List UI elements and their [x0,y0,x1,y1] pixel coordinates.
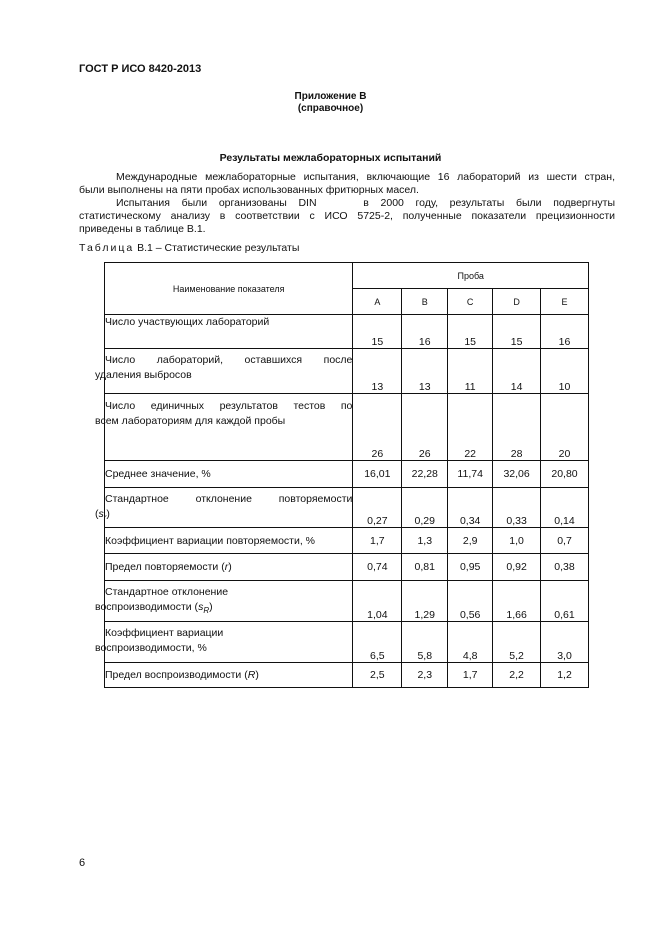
row-label-line: Стандартное отклонение [105,586,229,598]
header-sample-b: B [402,289,448,315]
row-label-part: Предел воспроизводимости ( [105,669,248,681]
cell-value: 26 [353,394,402,461]
row-label [95,581,353,622]
paragraph-1 [79,171,615,197]
row-label-line: Коэффициент вариации [105,627,224,639]
table-row [105,528,589,554]
cell-value: 13 [353,349,402,394]
cell-value: 20,80 [541,461,589,488]
cell-value: 28 [493,394,541,461]
statistics-table [95,262,589,688]
row-label: Среднее значение, % [105,461,353,488]
cell-value: 1,04 [353,581,402,622]
header-sample-a: A [353,289,402,315]
table-row [105,581,589,622]
appendix-title: Приложение В [294,91,367,102]
cell-value: 13 [402,349,448,394]
cell-value: 2,3 [402,663,448,688]
cell-value: 0,74 [353,554,402,581]
cell-value: 0,81 [402,554,448,581]
paragraph-line: Международные межлабораторные испытания, включающие 16 лабораторий из шести стран, [116,171,615,183]
row-label-part: ) [209,601,213,613]
row-label [105,554,353,581]
row-label-part: ) [228,561,232,573]
cell-value: 0,95 [448,554,493,581]
paragraph-line: статистическому анализу в соответствии с ИСО 5725-2, полученные показатели прецизионности [79,210,615,222]
table-row [105,315,589,349]
cell-value: 1,66 [493,581,541,622]
row-label-line: Число единичных результатов тестов по [105,400,353,412]
cell-value: 1,2 [541,663,589,688]
page-number: 6 [79,857,86,869]
row-label [95,622,353,663]
cell-value: 4,8 [448,622,493,663]
cell-value: 22 [448,394,493,461]
row-label-part: ) [106,508,110,520]
cell-value: 11 [448,349,493,394]
cell-value: 10 [541,349,589,394]
cell-value: 16 [541,315,589,349]
row-label-part: Предел повторяемости ( [105,561,225,573]
cell-value: 0,38 [541,554,589,581]
row-label-part: ( [95,508,99,520]
paragraph-2 [79,197,615,236]
header-sample-group: Проба [353,263,589,289]
header-sample-d: D [493,289,541,315]
row-label-line [95,601,213,616]
cell-value: 3,0 [541,622,589,663]
cell-value: 5,8 [402,622,448,663]
symbol-subscript: R [203,606,210,616]
cell-value: 32,06 [493,461,541,488]
cell-value: 0,29 [402,488,448,528]
row-label-line: Стандартное отклонение повторяемости [105,493,353,505]
cell-value: 2,2 [493,663,541,688]
row-label [105,663,353,688]
paragraph-line: приведены в таблице В.1. [79,223,206,235]
cell-value: 0,14 [541,488,589,528]
table-header-row [105,263,589,289]
table-row [105,394,589,461]
row-label-part: воспроизводимости ( [95,601,199,613]
header-sample-e: E [541,289,589,315]
table-row [105,663,589,688]
symbol-s: s [198,601,204,613]
symbol-subscript: r [103,513,107,523]
cell-value: 1,3 [402,528,448,554]
cell-value: 0,33 [493,488,541,528]
symbol-R: R [247,669,256,681]
row-label: Число участвующих лабораторий [105,315,353,349]
cell-value: 6,5 [353,622,402,663]
cell-value: 11,74 [448,461,493,488]
cell-value: 15 [493,315,541,349]
cell-value: 15 [353,315,402,349]
row-label-line: воспроизводимости, % [95,642,207,654]
cell-value: 16,01 [353,461,402,488]
table-caption-prefix: Таблица [79,242,135,254]
cell-value: 0,92 [493,554,541,581]
cell-value: 0,7 [541,528,589,554]
row-label-line [95,508,110,523]
cell-value: 26 [402,394,448,461]
cell-value: 20 [541,394,589,461]
table-row [105,488,589,528]
table-caption [79,242,299,254]
table-row [105,461,589,488]
cell-value: 1,7 [448,663,493,688]
row-label [95,349,353,394]
table-row [105,349,589,394]
appendix-subtitle: (справочное) [297,103,364,114]
cell-value: 1,0 [493,528,541,554]
paragraph-line: были выполнены на пяти пробах использованных фритюрных масел. [79,184,419,196]
symbol-r: r [224,561,229,573]
cell-value: 16 [402,315,448,349]
cell-value: 22,28 [402,461,448,488]
cell-value: 2,9 [448,528,493,554]
table-row [105,554,589,581]
section-title: Результаты межлабораторных испытаний [219,152,442,164]
cell-value: 0,27 [353,488,402,528]
header-sample-c: C [448,289,493,315]
paragraph-line: Испытания были организованы DIN в 2000 году, результаты были подвергнуты [116,197,615,209]
cell-value: 1,7 [353,528,402,554]
table-caption-text: В.1 – Статистические результаты [134,242,300,254]
cell-value: 0,34 [448,488,493,528]
cell-value: 0,56 [448,581,493,622]
row-label: Коэффициент вариации повторяемости, % [105,528,353,554]
document-code: ГОСТ Р ИСО 8420-2013 [79,63,202,75]
cell-value: 1,29 [402,581,448,622]
row-label-line: всем лабораториям для каждой пробы [95,415,286,427]
row-label [95,488,353,528]
row-label-line: удаления выбросов [95,369,192,381]
header-indicator-name: Наименование показателя [105,263,353,315]
symbol-s: s [98,508,104,520]
cell-value: 5,2 [493,622,541,663]
cell-value: 0,61 [541,581,589,622]
cell-value: 14 [493,349,541,394]
cell-value: 15 [448,315,493,349]
row-label-part: ) [255,669,259,681]
row-label-line: Число лабораторий, оставшихся после [105,354,353,366]
table-row [105,622,589,663]
cell-value: 2,5 [353,663,402,688]
row-label [95,394,353,461]
